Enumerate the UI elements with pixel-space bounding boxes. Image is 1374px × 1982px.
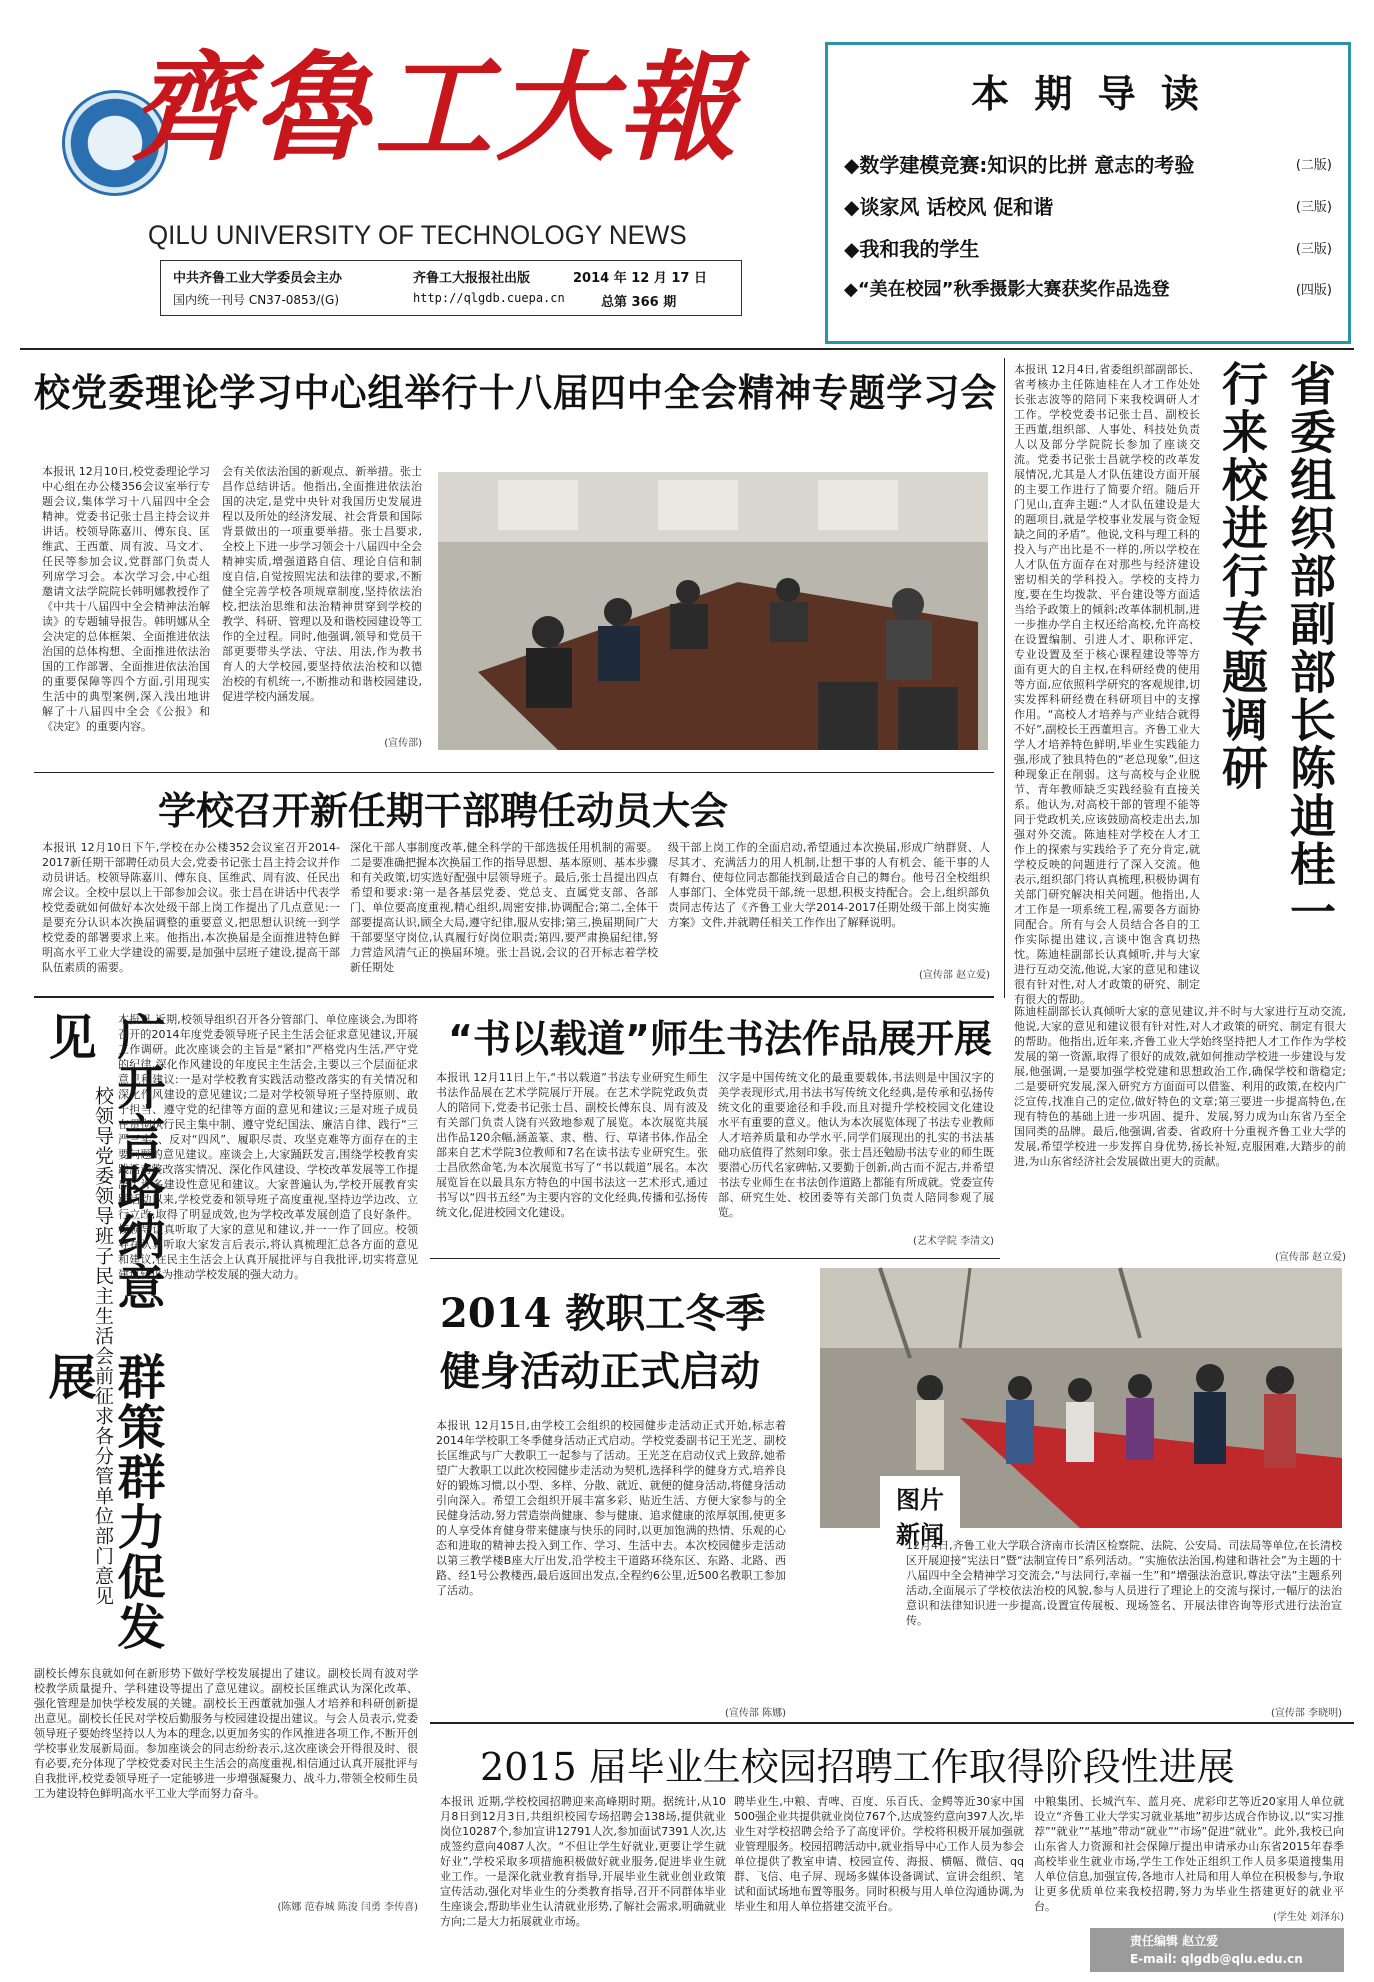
- photo-news-label-line-2: 新闻: [896, 1521, 944, 1549]
- masthead-divider: [20, 348, 1354, 350]
- sponsor: 中共齐鲁工业大学委员会主办: [173, 271, 343, 286]
- index-item[interactable]: [844, 191, 1332, 220]
- divider: [34, 996, 994, 998]
- article-6-subtitle: 校领导党委领导班子民主生活会前征求各分管单位部门意见: [92, 1086, 114, 1606]
- index-item-text: ◆数学建模竞赛:知识的比拼 意志的考验: [844, 153, 1195, 177]
- article-7-headline[interactable]: 2015 届毕业生校园招聘工作取得阶段性进展: [480, 1745, 1235, 1789]
- photo-news-caption: 12月4日,齐鲁工业大学联合济南市长清区检察院、法院、公安局、司法局等单位,在长清校区开展迎接“宪法日”暨“法制宣传日”系列活动。“实施依法治国,构建和谐社会”为主题的十八届四中全会精神学习交流会,“与法同行,幸福一生”和“增强法治意识,尊法守法”主题系列活动,全面展示了学校依法治校的风貌,参与人员进行了理论上的交流与探讨,一幅厅的法治意识和法律知识进一步提高,设置宣传展板、现场签名、开展法律咨询等形式进行法治宣传。: [906, 1539, 1342, 1627]
- article-1-headline[interactable]: 校党委理论学习中心组举行十八届四中全会精神专题学习会: [34, 371, 998, 415]
- article-5-credit: (宣传部 赵立爱): [1275, 1252, 1346, 1263]
- photo-news-label-line-1: 图片: [896, 1486, 944, 1514]
- index-item-page: (三版): [1295, 200, 1332, 215]
- index-item[interactable]: [844, 233, 1332, 262]
- article-7-credit: (学生处 刘泽东): [1273, 1912, 1344, 1923]
- column-divider: [1004, 358, 1005, 998]
- article-1-photo[interactable]: [438, 472, 988, 750]
- divider: [430, 1258, 1000, 1259]
- masthead: [20, 20, 820, 340]
- article-5-body: 本报讯 12月4日,省委组织部副部长、省考核办主任陈迪桂在人才工作处处长张志波等的陪同下来我校调研人才工作。学校党委书记张士昌、副校长王西董,组织部、人事处、科技处负责人以及部分学院院长参加了座谈交流。党委书记张士昌就学校的改革发展情况,尤其是人才队伍建设方面开展的主要工作进行了简要介绍。随后开门见山,直奔主题:“人才队伍建设是大的题项目,就是学校事业发展与资金短缺之间的矛盾”。他说,文科与理工科的投入与产出比是不一样的,所以学校在人才队伍方面存在对那些与经济建设密切相关的学科投入。学校的支持力度,要在生均拨款、平台建设等方面适当给予政策上的倾斜;改革体制机制,进一步推办学自主权还给高校,允许高校在设置编制、引进人才、职称评定、专业设置及至于核心课程建设等等方面有更大的自主权,在科研经费的使用等方面,应依照科学研究的客观规律,切实发挥科研经费在科研项目中的支撑作用。“高校人才培养与产业结合就得不好”,副校长王西董坦言。齐鲁工业大学人才培养特色鲜明,毕业生实践能力强,形成了独具特色的“老总现象”,但这种现象正在削弱。这与高校与企业脱节、青年教师缺乏实践经验有直接关系。他认为,对高校干部的管理不能等同于党政机关,应该鼓励高校走出去,加强对外交流。陈迪桂对学校在人才工作上的探索与实践给予了充分肯定,就学校反映的问题进行了深入交流。他表示,组织部门将认真梳理,积极协调有关部门研究解决相关问题。他指出,人才工作是一项系统工程,需要各方面协同配合。所有与会人员结合各自的工作实际提出建议,言谈中饱含真切热忱。陈迪桂副部长认真倾听,并与大家进行互动交流,他说,大家的意见和建议很有针对性,对人才政策的研究、制定有很大的帮助。: [1014, 363, 1200, 1006]
- masthead-info-box: [160, 260, 742, 316]
- article-7-column-3: 中粮集团、长城汽车、蓝月亮、虎彩印艺等近20家用人单位就设立“齐鲁工业大学实习就业基地”初步达成合作协议,以“实习推荐”“就业”“基地”带动“就业”“市场”促进“就业”。此外,我校已向山东省人力资源和社会保障厅提出申请承办山东省2015年春季高校毕业生就业市场,学生工作处正组织工作人员多渠道搜集用人单位信息,加强宣传,各地市人社局和用人单位在积极参与,争取让更多优质单位来我校招聘,努力为毕业生搭建更好的就业平台。: [1034, 1795, 1344, 1913]
- article-3-column-2: 汉字是中国传统文化的最重要载体,书法则是中国汉字的美学表现形式,用书法书写传统文化经典,是传承和弘扬传统文化的重要途径和手段,而且对提升学校校园文化建设水平有重要的意义。他认为本次展览体现了书法专业教师人才培养质量和办学水平,同学们展现出的扎实的书法基础功底值得了然刻印象。张士昌还勉励书法专业的师生既要潜心历代名家碑帖,又要勤于创新,尚古而不泥古,并希望书法专业师生在书法创作道路上都能有所成就。党委宣传部、研究生处、校团委等有关部门负责人陪同参观了展览。: [718, 1071, 994, 1219]
- article-3-column-1: 本报讯 12月11日上午,“书以载道”书法专业研究生师生书法作品展在艺术学院展厅开展。在艺术学院党政负责人的陪同下,党委书记张士昌、副校长傅东良、周有波及有关部门负责人饶有兴致地参观了展览。本次展览共展出作品120余幅,涵盖篆、隶、楷、行、草诸书体,作品全部来自艺术学院3位教师和7名在读书法专业研究生。张士昌欣然命笔,为本次展览书写了“书以载道”展名。本次展览旨在以最具东方特色的中国书法这一艺术形式,通过书写以“四书五经”为主要内容的文化经典,传播和弘扬传统文化,促进校园文化建设。: [436, 1071, 708, 1219]
- article-6-body-continued: 副校长傅东良就如何在新形势下做好学校发展提出了建议。副校长周有波对学校教学质量提升、学科建设等提出了意见建议。副校长匡维武认为深化改革、强化管理是加快学校发展的关键。副校长王西董就加强人才培养和科研创新提出意见。副校长任民对学校后勤服务与校园建设提出建议。与会人员表示,党委领导班子要始终坚持以人为本的理念,以更加务实的作风推进各项工作,不断开创学校事业发展新局面。参加座谈会的同志纷纷表示,这次座谈会开得很及时、很有必要,充分体现了学校党委对民主生活会的高度重视,相信通过认真开展批评与自我批评,校党委领导班子一定能够进一步增强凝聚力、战斗力,带领全校师生员工为建设特色鲜明高水平工业大学而努力奋斗。: [34, 1667, 418, 1800]
- divider: [430, 1722, 1354, 1724]
- article-6-headline-2[interactable]: 群策群力促发展: [40, 1352, 165, 1652]
- article-7-column-2: 聘毕业生,中粮、青啤、百度、乐百氏、金鳄等近30家中国500强企业共提供就业岗位767个,达成签约意向397人次,毕业生对学校招聘会给予了高度评价。学校将积极开展加强就业管理服务。校园招聘活动中,就业指导中心工作人员为参会单位提供了教室申请、校园宣传、海报、横幅、微信、qq群、飞信、电子屏、现场多媒体设备调试、宣讲会组织、笔试和面试场地布置等服务。同时积极与用人单位沟通协调,为毕业生和用人单位搭建交流平台。: [734, 1795, 1024, 1913]
- website-url[interactable]: http://qlgdb.cuepa.cn: [413, 291, 565, 305]
- english-name: QILU UNIVERSITY OF TECHNOLOGY NEWS: [148, 220, 687, 250]
- index-title: 本 期 导 读: [971, 72, 1205, 116]
- index-item-text: ◆谈家风 话校风 促和谐: [844, 195, 1054, 219]
- issue-number: 总第 366 期: [601, 295, 677, 310]
- newspaper-logo: 齊魯工大報: [130, 38, 741, 177]
- article-2-column-1: 本报讯 12月10日下午,学校在办公楼352会议室召开2014-2017新任期干部聘任动员大会,党委书记张士昌主持会议并作动员讲话。校领导陈嘉川、傅东良、匡维武、周有波、任民出席会议。全校中层以上干部参加会议。张士昌在讲话中代表学校党委就如何做好本次处级干部上岗工作提出了几点意见:一是要充分认识本次换届调整的重要意义,把思想认识统一到学校党委的部署要求上来。他指出,本次换届是全面推进特色鲜明高水平工业大学建设的需要,是加强中层班子建设,提高干部队伍素质的需要。: [42, 841, 340, 974]
- article-2-column-3: 级干部上岗工作的全面启动,希望通过本次换届,形成广纳群贤、人尽其才、充满活力的用人机制,让想干事的人有机会、能干事的人有舞台、使每位同志都能找到最适合自己的舞台。他号召全校组织人事部门、全体党员干部,统一思想,积极支持配合。会上,组织部负责同志传达了《齐鲁工业大学2014-2017任期处级干部上岗实施方案》文件,并就聘任相关工作作出了解释说明。: [668, 841, 990, 929]
- article-5-body-continued: 陈迪桂副部长认真倾听大家的意见建议,并不时与大家进行互动交流,他说,大家的意见和建议很有针对性,对人才政策的研究、制定有很大的帮助。他指出,近年来,齐鲁工业大学始终坚持把人才工作作为学校发展的第一资源,取得了很好的成效,就如何推动学校进一步建设与发展,他强调,一是要加强学校党建和思想政治工作,确保学校和谐稳定;二是要研究发展,深入研究方方面面可以借鉴、利用的政策,在校内广泛宣传,找准自己的定位,做好特色的文章;第三要进一步提高特色,在现有特色的基础上进一步巩固、提升、发展,努力成为山东省乃至全国同类的品牌。最后,他强调,省委、省政府十分重视齐鲁工业大学的发展,希望学校进一步发挥自身优势,扬长补短,克服困难,大踏步的前进,为山东省经济社会发展做出更大的贡献。: [1014, 1005, 1346, 1168]
- article-3-headline[interactable]: “书以载道”师生书法作品展开展: [448, 1017, 992, 1061]
- article-2-headline[interactable]: 学校召开新任期干部聘任动员大会: [158, 789, 729, 833]
- article-2-column-2: 深化干部人事制度改革,健全科学的干部选拔任用机制的需要。二是要准确把握本次换届工作的指导思想、基本原则、基本步骤和有关政策,切实选好配强中层领导班子。最后,张士昌提出四点希望和要求:第一是各基层党委、党总支、直属党支部、各部门、单位要高度重视,精心组织,周密安排,协调配合;第二,全体干部要提高认识,顾全大局,遵守纪律,服从安排;第三,换届期间广大干部要坚守岗位,认真履行好岗位职责;第四,要严肃换届纪律,努力营造风清气正的换届环境。张士昌说,会议的召开标志着学校新任期处: [350, 841, 658, 974]
- photo-news-credit: (宣传部 李晓明): [1271, 1708, 1342, 1719]
- article-6-body: 本报讯 近期,校领导组织召开各分管部门、单位座谈会,为即将召开的2014年度党委领导班子民主生活会征求意见建议,开展工作调研。此次座谈会的主旨是“紧扣”严格党内生活,严守党的纪律,深化作风建设的年度民主生活会,主要以三个层面征求意见和建议:一是对学校教育实践活动整改落实的有关情况和深化作风建设的意见建议;二是对学校领导班子坚持原则、敢于担当、遵守党的纪律等方面的意见和建议;三是对班子成员在贯彻执行民主集中制、遵守党纪国法、廉洁自律、践行“三严三实”、反对“四风”、履职尽责、攻坚克难等方面存在的主要问题的意见建议。座谈会上,大家踊跃发言,围绕学校教育实践活动整改落实情况、深化作风建设、学校改革发展等工作提出了许多建设性意见和建议。大家普遍认为,学校开展教育实践活动以来,学校党委和领导班子高度重视,坚持边学边改、立行立改,取得了明显成效,也为学校改革发展创造了良好条件。校领导认真听取了大家的意见和建议,并一一作了回应。校领导在认真听取大家发言后表示,将认真梳理汇总各方面的意见和建议,在民主生活会上认真开展批评与自我批评,切实将意见建议转化为推动学校发展的强大动力。: [118, 1013, 418, 1281]
- article-4-headline-line-1[interactable]: 2014 教职工冬季: [440, 1290, 766, 1337]
- article-1-column-2: 会有关依法治国的新观点、新举措。张士昌作总结讲话。他指出,全面推进依法治国的决定,是党中央针对我国历史发展进程以及所处的经济发展、社会背景和国际背景做出的一项重要举措。张士昌要求,全校上下进一步学习领会十八届四中全会精神实质,增强道路自信、理论自信和制度自信,自觉按照宪法和法律的要求,不断健全完善学校各项规章制度,坚持依法治校,把法治思维和法治精神贯穿到学校的教学、科研、管理以及和谐校园建设等工作的全过程。同时,他强调,领导和党员干部更要带头学法、守法、用法,作为教书育人的大学校园,要坚持依法治校和以德治校的有机统一,不断推动和谐校园建设,促进学校内涵发展。: [222, 465, 422, 703]
- meeting-room-photo: [438, 472, 988, 750]
- footer-editor-box: [1090, 1928, 1344, 1972]
- article-3-credit: (艺术学院 李清文): [913, 1236, 994, 1247]
- footer-editor: 责任编辑 赵立爱: [1130, 1934, 1219, 1948]
- photo-news-image[interactable]: [820, 1268, 1342, 1549]
- article-4-credit: (宣传部 陈娜): [725, 1708, 786, 1719]
- index-item-text: ◆“美在校园”秋季摄影大赛获奖作品选登: [844, 279, 1170, 300]
- index-item[interactable]: [844, 275, 1332, 301]
- article-6-headline-1[interactable]: 广开言路纳意见: [40, 1012, 165, 1312]
- article-1-column-1: 本报讯 12月10日,校党委理论学习中心组在办公楼356会议室举行专题会议,集体学习十八届四中全会精神。党委书记张士昌主持会议并讲话。校领导陈嘉川、傅东良、匡维武、王西董、周有波、马文才、任民等参加会议,党群部门负责人列席学习会。本次学习会,中心组邀请文法学院院长韩明娜教授作了《中共十八届四中全会精神法治解读》的专题辅导报告。韩明娜从全会决定的总体框架、全面推进依法治国的总体构想、全面推进依法治国的工作部署、全面推进依法治国的重要保障等四个方面,引用现实生活中的典型案例,深入浅出地讲解了十八届四中全会《公报》和《决定》的重要内容。: [42, 465, 210, 733]
- article-1-credit: (宣传部): [384, 738, 422, 749]
- index-item-page: (二版): [1295, 158, 1332, 173]
- index-box: [825, 42, 1351, 344]
- issue-date: 2014 年 12 月 17 日: [573, 271, 707, 286]
- article-7-column-1: 本报讯 近期,学校校园招聘迎来高峰期时期。据统计,从10月8日到12月3日,共组织校园专场招聘会138场,提供就业岗位10287个,参加宣讲12791人次,参加面试7391人次,达成签约意向4087人次。“不但让学生好就业,更要让学生就好业”,学校采取多项措施积极做好就业服务,促进毕业生就业工作。一是深化就业教育指导,开展毕业生就业创业政策宣传活动,强化对毕业生的分类教育指导,召开不同群体毕业生座谈会,帮助毕业生认清就业形势,了解社会需求,明确就业方向;二是大力拓展就业市场。: [440, 1795, 726, 1928]
- index-item-text: ◆我和我的学生: [844, 237, 980, 261]
- index-item[interactable]: [844, 149, 1332, 178]
- footer-email[interactable]: E-mail: qlgdb@qlu.edu.cn: [1130, 1952, 1303, 1966]
- article-2-credit: (宣传部 赵立爱): [919, 970, 990, 981]
- publisher: 齐鲁工大报报社出版: [413, 271, 531, 286]
- index-item-page: (四版): [1295, 282, 1332, 298]
- article-4-body: 本报讯 12月15日,由学校工会组织的校园健步走活动正式开始,标志着2014年学校职工冬季健身活动正式启动。学校党委副书记王光芝、副校长匡维武与广大教职工一起参与了活动。王光芝在启动仪式上致辞,她希望广大教职工以此次校园健步走活动为契机,选择科学的健身方式,培养良好的锻炼习惯,以小型、多样、分散、就近、就便的健身活动,将健身活动引向深入。希望工会组织开展丰富多彩、贴近生活、方便大家参与的全民健身活动,努力营造崇尚健康、参与健康、追求健康的浓厚氛围,使更多的人享受体育健身带来健康与快乐的同时,以更加饱满的热情、乐观的心态和进取的精神去投入到工作、学习、生活中去。本次校园健步走活动以第三教学楼B座大厅出发,沿学校主干道路环绕东区、东路、北路、西路、经1号公教楼西,最后返回出发点,全程约6公里,近500名教职工参加了活动。: [436, 1419, 786, 1597]
- article-4-headline-line-2[interactable]: 健身活动正式启动: [440, 1348, 760, 1395]
- cn-number: 国内统一刊号 CN37-0853/(G): [173, 293, 340, 307]
- article-5-headline[interactable]: 省委组织部副部长陈迪桂一行来校进行专题调研: [1215, 360, 1337, 936]
- article-6-credit: (陈娜 范春城 陈浚 闫勇 李传喜): [277, 1902, 418, 1913]
- index-item-page: (三版): [1295, 242, 1332, 257]
- divider: [34, 772, 994, 773]
